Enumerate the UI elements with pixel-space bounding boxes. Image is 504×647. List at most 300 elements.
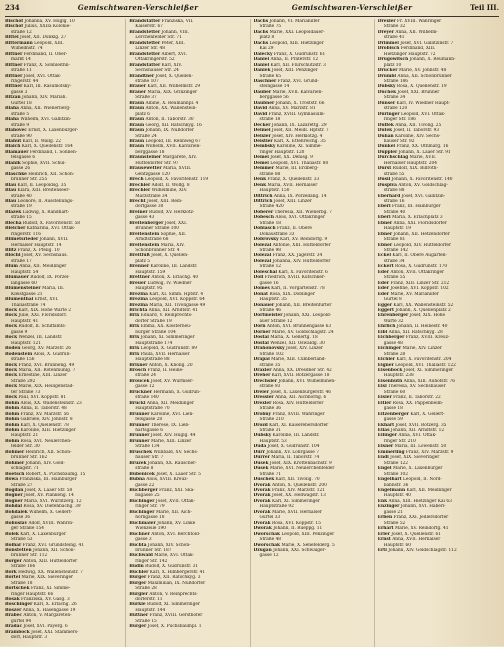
directory-entry: Drexler Rosa, XIV. Hütteldorfer: [253, 400, 324, 406]
directory-entry: Elias Johann, XII. Arndtstr. 12: [377, 427, 445, 433]
directory-entry: gasse 3: [135, 537, 152, 543]
directory-entry: Bohuslav Adolf, XVIII. Währin-: [5, 520, 74, 526]
directory-entry: Brezina Maria, XII. Tivoligasse 49: [129, 302, 206, 308]
directory-entry: David Franz, XVIII. Gymnasium-: [253, 111, 326, 117]
directory-entry: Dvorak Anton, X. Quellenstr. 200: [253, 482, 327, 488]
directory-entry: Straße 186: [383, 78, 409, 84]
directory-entry: Böhm Rosa, XVI. Neulerchen-: [5, 438, 72, 444]
directory-entry: straße 120: [383, 106, 408, 112]
directory-entry: ger Straße 154: [11, 526, 44, 532]
directory-entry: Brandstetter Albert, XVI.: [129, 51, 188, 57]
directory-entry: Bortel Marie, XIX. Sieveringer: [5, 575, 74, 581]
directory-entry: Eisler Franz, II. Taborstr. 22: [377, 395, 441, 401]
directory-entry: Dürr Johann, XV. Löhrgasse 7: [253, 449, 319, 455]
directory-entry: Dworschak Marie, X. Senefelderg. 5: [253, 542, 335, 548]
directory-entry: Straße 122: [383, 460, 409, 466]
directory-entry: Drozd Karl, XI. Kaiserebersdorfer: [253, 422, 329, 428]
directory-entry: Straße 46: [259, 308, 282, 314]
directory-entry: Deixler Josef, XIV. Herklotzg. 4: [253, 133, 323, 139]
directory-entry: Bruschek Willibald, XV. Sechs-: [129, 449, 198, 455]
directory-entry: ter Straße 73: [11, 389, 41, 395]
directory-entry: Ertl Johann, XIV. Goldschlagstr. 112: [377, 547, 457, 553]
directory-entry: Ebner Johann, XII. Hetzendorfer: [377, 231, 450, 237]
directory-entry: Blum Anna, XII. Meidlinger: [5, 264, 67, 270]
directory-entry: Arndtstraße 68: [135, 237, 169, 243]
directory-entry: Dubsky Rosa, X. Quellenstr. 19: [377, 84, 447, 90]
directory-entry: Straße 81: [383, 237, 406, 243]
directory-entry: Ebner Anna, XXI. Floridsdorfer: [377, 220, 447, 226]
directory-entry: Böhm Karl, X. Quellenstr. 78: [5, 422, 69, 428]
directory-entry: ringer Str. 79: [135, 504, 165, 510]
directory-entry: Bittner Josef, XVI. Ottak-: [5, 73, 62, 79]
directory-entry: Bradac Josef, XVI. Payerg. 6: [5, 624, 68, 630]
directory-entry: Eckel Karl, II. Obere Augarten-: [377, 253, 447, 259]
directory-entry: Bogdan Josef, X. Laaer Str. 58: [5, 487, 73, 493]
directory-entry: Brix Leopold, X. Gudrunstr. 89: [129, 346, 197, 352]
directory-entry: ringer Hauptstr. 120: [259, 149, 305, 155]
directory-entry: Eisl Theresia, XV. Sechshauser: [377, 384, 446, 390]
directory-entry: gasse 22: [135, 482, 155, 488]
directory-entry: Drechsler Johann, XVI. Wilhelminen-: [253, 378, 336, 384]
directory-entry: gasse 18: [383, 406, 403, 412]
directory-entry: Bittner Ferdinand, II. Ober-: [5, 51, 68, 57]
directory-entry: Breiner Rudolf, XV. Herklotz-: [129, 209, 195, 215]
directory-entry: Dunkel Franz, XX. Othmarg. 16: [377, 144, 449, 150]
directory-entry: langasse 60: [11, 280, 37, 286]
directory-entry: markt 14: [11, 57, 31, 63]
directory-entry: burger Straße 104: [135, 329, 176, 335]
directory-entry: Böck Paul, XVI. Koppstr. 81: [5, 395, 67, 401]
directory-entry: Straße 210: [259, 417, 284, 423]
directory-entry: Braun Johann, IX. Nußdorfer: [129, 128, 194, 134]
directory-entry: hartsgasse 6: [135, 427, 163, 433]
directory-entry: Erben Franz, XXI. Jedlersdorfer: [377, 515, 449, 521]
directory-entry: Böhm Gabriele, XIV. Johnstr. 8: [5, 417, 73, 423]
directory-entry: Demel Leopold, XVI. Thaliastr. 80: [253, 160, 329, 166]
directory-entry: Brabec Anton, V. Margareten-: [5, 613, 72, 619]
directory-entry: brunner Str. 187: [135, 547, 172, 553]
directory-entry: Blimetsrieder Johann, XVII.: [5, 237, 69, 243]
directory-entry: straße 156: [11, 357, 35, 363]
directory-entry: straße 12: [11, 29, 32, 35]
directory-entry: Dolezal Johanna, XIV. Hütteldorfer: [253, 258, 331, 264]
directory-entry: Brambock Josef, XXI. Stammers-: [5, 629, 79, 635]
directory-entry: Bürgler Anton, V. Reinprechts-: [129, 591, 198, 597]
directory-entry: Bürger Maximilian, IX. Nußdorfer: [129, 580, 206, 586]
directory-entry: Brandtner Josef, X. Quellen-: [129, 73, 193, 79]
directory-entry: Straße 28: [135, 586, 157, 592]
directory-entry: schlagstr. 71: [11, 466, 39, 472]
directory-entry: Bohdalek Wilhelm, X. Gellert-: [5, 509, 73, 515]
directory-entry: Buchinger Marie, XII. Aich-: [129, 509, 192, 515]
directory-entry: Ellinger Anna, XVI. Ottak-: [377, 433, 437, 439]
directory-entry: Dworschak Leopold, XIII. Penzinger: [253, 531, 335, 537]
directory-entry: steingasse 14: [259, 84, 290, 90]
directory-entry: Gürtel 8: [383, 297, 402, 303]
directory-entry: Dvorak Marie, XVII. Hernalser: [253, 509, 322, 515]
directory-entry: Kai 29: [259, 46, 274, 52]
directory-entry: berggasse 56: [259, 95, 289, 101]
directory-entry: Burger Josef, X. Puchsbaumpl. 1: [129, 624, 202, 630]
directory-entry: Elsner Maria, III. Löwenstr. 50: [377, 444, 447, 450]
directory-entry: Straße 142: [383, 248, 409, 254]
directory-entry: Blau Karl, II. Leopoldsg. 35: [5, 182, 67, 188]
directory-entry: Dzugan Johann, XXI. Schwaiger-: [253, 547, 327, 553]
directory-entry: Eisenhuth Anna, XIII. Auhofstr. 76: [377, 378, 456, 384]
directory-entry: Blazek Ludwig, X. Randhart-: [5, 209, 70, 215]
directory-entry: straße 55: [383, 171, 405, 177]
directory-entry: Dreher Karl, XVII. Rötzergasse 18: [253, 373, 330, 379]
directory-entry: Deimel Josef, XII. Meidl. Hptstr. 7: [253, 128, 329, 134]
directory-entry: Hernalser Hauptstr. 204: [383, 160, 437, 166]
directory-entry: Dvorak Rosa, XVI. Koppstr. 15: [253, 520, 321, 526]
directory-entry: Engelmann Karl, XII. Meidlinger: [377, 487, 452, 493]
directory-entry: Hauptstr. 144: [135, 607, 166, 613]
directory-entry: Dvorak Franz, XIV. Märzstr. 121: [253, 487, 325, 493]
directory-entry: Gentzgasse 120: [135, 171, 170, 177]
directory-entry: Bürkle Rudolf, XI. Simmeringer: [129, 602, 200, 608]
directory-entry: straße 35: [259, 362, 281, 368]
directory-entry: Bittel Josef, XII. Dunklg. 27: [5, 35, 67, 41]
directory-entry: dorfer Straße 19: [135, 318, 172, 324]
directory-entry: Engelhart Leopold, II. Nord-: [377, 477, 442, 483]
directory-entry: Böwa Franziska, III. Hainburger: [5, 477, 77, 483]
directory-column: [254, 19, 375, 647]
directory-entry: gasse 16: [259, 280, 279, 286]
directory-entry: straße 90: [11, 133, 32, 139]
directory-entry: Braun Anton, XX. Wallenstein-: [129, 106, 197, 112]
directory-entry: ringer Str. 186: [383, 117, 416, 123]
directory-entry: Bürger Franz, XII. Ratschkyg. 3: [129, 575, 201, 581]
directory-entry: Straße 55: [383, 275, 406, 281]
directory-entry: Brandstetter Johann, VIII.: [129, 29, 190, 35]
directory-entry: Thaliastraße 74: [11, 302, 46, 308]
directory-entry: Dünser Karl, IV. Wiedner Haupt-: [377, 100, 450, 106]
directory-entry: straße 93: [259, 384, 281, 390]
directory-entry: Blumensteiner Maria, III.: [5, 286, 65, 292]
directory-entry: Drumbl Anna, XII. Schönbrunner: [377, 73, 452, 79]
directory-entry: Dvorak Josef, XX. Hellwagstr. 13: [253, 493, 326, 499]
directory-entry: Brix Johann, XI. Simmeringer: [129, 335, 195, 341]
directory-entry: hauser Str. 7: [135, 455, 164, 461]
directory-entry: Linzer Str. 48: [135, 46, 165, 52]
directory-column: [378, 19, 499, 647]
directory-entry: Hauptstraße 92: [259, 504, 294, 510]
directory-entry: Hauptstraße 70: [135, 406, 170, 412]
directory-entry: Dressler Anna, XII. Aichhorng. 6: [253, 395, 327, 401]
directory-entry: straße 107: [135, 78, 159, 84]
directory-entry: Eitler Rosa, XX. Pappenheim-: [377, 400, 444, 406]
directory-entry: Bonstetten Johann, XII. Schön-: [5, 547, 75, 553]
directory-entry: Drexler Fr. XVIII. Währinger: [377, 19, 442, 24]
directory-entry: Enk Anna, XIII. Hietzinger Kai 63: [377, 498, 452, 504]
directory-entry: Buchinger Josef, XVII. Ottak-: [129, 498, 195, 504]
directory-entry: Eder Josefine, XVI. Koppstr. 102: [377, 286, 449, 292]
directory-entry: Bittner Karl, III. Rasumofsky-: [5, 84, 72, 90]
directory-entry: hauser Str. 92: [383, 138, 415, 144]
directory-entry: Eitzenberger Karl, X. Gellert-: [377, 411, 445, 417]
directory-entry: Drimmel Josef, XVI. Gallitzinstr. 7: [377, 40, 454, 46]
directory-entry: Dorner Marie, XV. Goldschlagstr. 24: [253, 329, 334, 335]
directory-entry: Drobny Franz, XVIII. Währinger: [253, 411, 325, 417]
directory-entry: Sechshauser Str. 24: [135, 68, 179, 74]
directory-entry: Drobisch Ferdinand, XIII.: [377, 46, 436, 52]
directory-entry: Hauptstr. 238: [383, 373, 414, 379]
directory-entry: Dittrich Josef, XIII. Linzer: [253, 198, 312, 204]
directory-entry: Braun Leopold, III. Rennweg 67: [129, 138, 201, 144]
directory-entry: Böck Marie, XIX. Heiligenstäd-: [5, 384, 74, 390]
directory-entry: Bogner Josef, XV. Plankeng. 14: [5, 493, 74, 499]
directory-entry: Brezina Leopold, XVI. Koppstr. 64: [129, 297, 205, 303]
directory-entry: Boszer Anna, X. Hasengasse 19: [5, 607, 76, 613]
directory-entry: Dusil Johann, X. Favoritenstr. 140: [377, 177, 453, 183]
directory-entry: Brech Leopold, X. Favoritenstr. 119: [129, 177, 209, 183]
directory-entry: Blecha Rudolf, X. Favoritenstr. 58: [5, 220, 81, 226]
directory-entry: Ekhart Josef, XVII. Rötzerg. 35: [377, 422, 447, 428]
directory-entry: Hauptstr. 21: [11, 433, 39, 439]
directory-entry: Dusek Josef, XIX. Krottenbachstr. 9: [253, 460, 332, 466]
directory-entry: Blumauer Rudolf, IX. Porzel-: [5, 275, 70, 281]
directory-entry: Blau Klara, XIII. Breitenseer-: [5, 188, 70, 194]
directory-entry: gasse 36: [11, 515, 31, 521]
directory-entry: straße 24: [135, 373, 157, 379]
directory-entry: Hütteldorfer Str. 97: [135, 160, 179, 166]
directory-entry: Domes Karl, II. Vorgartenstr. 78: [253, 286, 325, 292]
directory-entry: Boschinger Karl, X. Erlachg. 26: [5, 602, 77, 608]
directory-entry: Straße 52: [383, 520, 406, 526]
directory-entry: Straße 75: [259, 24, 282, 30]
directory-entry: Böhmer Heinrich, XII. Schön-: [5, 449, 72, 455]
directory-entry: Dembsky Karoline, XI. Simme-: [253, 144, 322, 150]
directory-entry: Braunsteiner Margarete, XIV.: [129, 155, 197, 161]
directory-entry: Straße 34: [383, 95, 406, 101]
directory-entry: Böck Franz, XVI. Brunneng. 49: [5, 362, 75, 368]
directory-entry: Bittermann Leopold, XIII.: [5, 40, 64, 46]
directory-entry: Ernst Anna, XVII. Hernalser: [377, 537, 441, 543]
directory-entry: Brunner Therese, IX. Lieb-: [129, 422, 190, 428]
directory-entry: Bortschek Franz, XI. Simme-: [5, 586, 71, 592]
directory-entry: Bubna Alois, XVIII. Kreuz-: [129, 477, 188, 483]
directory-entry: Brezina Karl, XI. Simm. Hptstr. 4: [129, 291, 204, 297]
directory-entry: Buchta Johann, XIV. Schön-: [129, 542, 191, 548]
directory-entry: Warte 32: [383, 318, 404, 324]
directory-entry: Straße 53: [11, 537, 33, 543]
directory-entry: Deistler Karl, X. Ettenreichg. 35: [253, 138, 326, 144]
directory-entry: Dolezal Antonie, XIII. Hütteldorfer: [253, 242, 331, 248]
directory-entry: Brichta Anna, XII. Arndtstr. 41: [129, 308, 198, 314]
directory-entry: Denk Franz, X. Quellenstr. 33: [253, 177, 320, 183]
directory-entry: Bittner Franz, X. Sonnleithn-: [5, 62, 70, 68]
directory-entry: Bohdal Rosa, XV. Diefenbachg. 39: [5, 504, 81, 510]
directory-entry: Eichinger Marie, XIV. Linzer: [377, 346, 442, 352]
directory-entry: bahnstr. 36: [383, 482, 409, 488]
directory-entry: Duda Josef, X. Gudrunstr. 104: [253, 444, 320, 450]
directory-entry: Straße 18: [11, 580, 33, 586]
directory-entry: Straße 12: [259, 264, 282, 270]
directory-entry: David Anna, XV. Märzstr. 81: [253, 106, 316, 112]
directory-entry: Hauptstr. 159: [135, 269, 166, 275]
directory-entry: gasse 26: [11, 166, 31, 172]
directory-entry: Bosak Franziska, XV. Gasg. 3: [5, 597, 70, 603]
directory-entry: gasse 9: [11, 329, 28, 335]
directory-entry: Bubenicek Josef, X. Laaer Str. 5: [129, 471, 201, 477]
directory-entry: Ehrlich Johann, II. Heinestr. 40: [377, 324, 448, 330]
directory-columns: [5, 19, 499, 647]
directory-entry: Straße 102: [259, 351, 284, 357]
directory-entry: Straße 27: [11, 482, 33, 488]
running-title: [31, 3, 459, 12]
directory-entry: Duspiva Anton, XV. Goldschlag-: [377, 182, 448, 188]
directory-entry: Brünner Straße 100: [135, 226, 179, 232]
directory-entry: Donauer Johann, XII. Breitenfurter: [253, 302, 332, 308]
directory-entry: Hauptstr. 41: [11, 318, 39, 324]
directory-entry: Eder Marie, XV. Mariahilfer: [377, 291, 439, 297]
directory-entry: Dusek Marie, XVI. Neulerchenfelder: [253, 466, 335, 472]
directory-entry: Wilhelmstr. 74: [11, 46, 43, 52]
directory-entry: Eigner Leopold, XVI. Thaliastr. 122: [377, 362, 456, 368]
directory-entry: Böhm Anna, II. Taborstr. 48: [5, 406, 67, 412]
directory-entry: Eggert Johann, X. Quellenplatz 2: [377, 308, 451, 314]
directory-entry: straße 18: [259, 117, 281, 123]
directory-entry: Donat Rosa, XIX. Döblinger: [253, 291, 315, 297]
directory-entry: Bock Karl, XIX. Hohe Warte 2: [5, 308, 71, 314]
directory-column: [5, 19, 126, 647]
directory-entry: Brechler Wilhelmine, XIV.: [129, 188, 188, 194]
directory-entry: Brix Paula, XVII. Hernalser: [129, 351, 190, 357]
directory-entry: Straße 102: [383, 471, 409, 477]
directory-entry: straße 19: [11, 204, 32, 210]
directory-entry: Bolek Karl, X. Laxenburger: [5, 531, 67, 537]
directory-entry: Doll Friedrich, XVIII. Kutschker-: [253, 275, 326, 281]
directory-entry: Blahut Karl, II. Wallg. 22: [5, 138, 62, 144]
directory-entry: Bitzan Johann, XIV. Mariah.: [5, 95, 67, 101]
directory-entry: Eisenbock Josef, XI. Simmeringer: [377, 368, 454, 373]
directory-entry: Straße 71: [259, 471, 282, 477]
directory-entry: straße 17: [11, 258, 32, 264]
directory-entry: Brausewetter Maria, XVIII.: [129, 166, 192, 172]
directory-entry: straße 9: [11, 122, 30, 128]
directory-entry: brunner Str. 162: [11, 455, 48, 461]
directory-entry: Doleschal Karl, X. Favoritenstr. 6: [253, 269, 328, 275]
directory-entry: gasse 12: [259, 553, 279, 559]
directory-entry: auer Straße 12: [259, 318, 293, 324]
directory-entry: Dürrer Maria, II. Taborstr. 74: [253, 455, 320, 461]
directory-entry: Enzinger Johann, XVI. Haberl-: [377, 504, 446, 510]
directory-entry: Demmer Marie, III. Erdberg-: [253, 166, 319, 172]
directory-entry: felder Str. 30: [11, 444, 40, 450]
directory-entry: Böhm Alois, XX. Wallensteinstr. 23: [5, 400, 82, 406]
directory-entry: straße 5: [11, 111, 30, 117]
directory-entry: Hauptstr. 60: [383, 542, 412, 548]
directory-entry: platz 10: [383, 62, 402, 68]
directory-entry: Bock Wenzel, III. Landstr.: [5, 335, 63, 341]
directory-entry: Büttner Franz, XVIII. Gersthofer: [129, 613, 203, 619]
directory-entry: Straße 18: [259, 220, 282, 226]
directory-entry: platz 8: [259, 35, 275, 41]
directory-entry: Brückner Hermann, X. Gudrun-: [129, 389, 201, 395]
directory-entry: Hauptstraße 88: [135, 357, 170, 363]
directory-entry: dorfgasse 30: [135, 204, 164, 210]
directory-entry: Hietzinger Hauptstr. 72: [383, 51, 436, 57]
directory-entry: Durchschlag Marie, XVII.: [377, 155, 437, 161]
directory-entry: Straße 134: [135, 444, 160, 450]
directory-entry: Bock Julie, XXI. Floridsdorf.: [5, 313, 68, 319]
directory-entry: Dauber Marie, XVII. Kalvarien-: [253, 89, 323, 95]
directory-entry: Drucker Marie, XV. Johnstr. 48: [377, 68, 447, 74]
directory-entry: Eichler Karl, X. Favoritenstr. 204: [377, 357, 452, 363]
directory-entry: brunner Str. 112: [11, 553, 48, 559]
directory-entry: Straße 40: [383, 209, 406, 215]
directory-entry: Demel Josef, XX. Denisg. 9: [253, 155, 313, 161]
directory-entry: Brechler Adolf, II. Wolfg. 8: [129, 182, 190, 188]
directory-entry: Breitenstein Sophie, XII.: [129, 231, 187, 237]
directory-entry: Blaich Karl, X. Quellenstr. 164: [5, 144, 73, 150]
directory-entry: Doberer Theresia, XII. Wienerbg. 7: [253, 209, 332, 215]
directory-entry: gürtel 94: [11, 618, 32, 624]
directory-entry: Eberl Maria, X. Erlachplatz 3: [377, 215, 443, 221]
directory-entry: Bock Rudolf, II. Schiffamts-: [5, 324, 67, 330]
directory-entry: Brix Eduard, V. Reinprechts-: [129, 313, 193, 319]
directory-entry: straße 140: [135, 395, 159, 401]
directory-entry: Durst Rudolf, XIX. Billroth-: [377, 166, 438, 172]
directory-entry: Borger Anton, XIII. Hütteldorfer: [5, 558, 78, 564]
directory-entry: Egger Karl, XX. Wallensteinstr. 52: [377, 302, 454, 308]
directory-entry: Böck Ernestine, XIII. Linzer: [5, 373, 68, 379]
directory-entry: Daubner Johann, X. Troststr. 66: [253, 100, 325, 106]
directory-entry: Brückl Anna, XII. Meidlinger: [129, 400, 194, 406]
directory-entry: Broucek Josef, XV. Wurmser-: [129, 378, 194, 384]
directory-entry: Dostal Maria, X. Gellertg. 18: [253, 335, 318, 341]
directory-entry: Duhan Karoline, XIV. Sechs-: [377, 133, 441, 139]
directory-entry: Bodenstein Alois, X. Gudrun-: [5, 351, 71, 357]
directory-entry: Straße 36: [259, 406, 282, 412]
directory-entry: Eberhard Josef, XVI. Gallitzin-: [377, 193, 446, 199]
directory-entry: felsgasse 28: [135, 417, 163, 423]
directory-entry: Brandstätter Karl, XIV.: [129, 62, 182, 68]
directory-entry: Drahonovsky Josef, XIV. Linzer: [253, 346, 323, 352]
directory-entry: platz 5: [135, 258, 151, 264]
directory-entry: Brunner Marie, XIII. Linzer: [129, 438, 192, 444]
directory-entry: straße 88: [383, 188, 405, 194]
directory-entry: Kaiserstr. 67: [135, 24, 163, 30]
directory-entry: Brandstätter Franziska, VII.: [129, 19, 194, 24]
directory-entry: Daniel Anna, II. Praterstr. 12: [253, 57, 319, 63]
directory-entry: brunner Str. 255: [11, 177, 48, 183]
running-title-left: Gemischtwaren-Verschleißer: [77, 3, 199, 12]
directory-entry: Blöchl Josef, XV. Sechshaus.: [5, 253, 68, 259]
directory-entry: Straße 65: [259, 73, 282, 79]
directory-entry: Ebner Leopold, XIV. Hütteldorfer: [377, 242, 452, 248]
directory-entry: Drugowitsch Johann, X. Reumann-: [377, 57, 456, 63]
directory-entry: Blamauer Ferdinand, I. Sonnen-: [5, 149, 78, 155]
directory-entry: Brauer Maria, XIX. Grinzinger: [129, 89, 198, 95]
directory-entry: bagasse 25: [135, 493, 160, 499]
directory-entry: Straße 48: [259, 537, 282, 543]
directory-entry: Brecht Josef, XIII. Rein-: [129, 198, 183, 204]
directory-entry: straße 88: [259, 171, 281, 177]
directory-entry: Breitenstein Maria, XIV.: [129, 242, 185, 248]
directory-entry: Böhm Karoline, XIII. Hietzinger: [5, 427, 76, 433]
directory-entry: Brunner Karoline, XVI. Lien-: [129, 411, 194, 417]
directory-entry: Hauptstraße 174: [135, 340, 173, 346]
directory-entry: Brettner Anton, X. Erlachg. 40: [129, 275, 199, 281]
directory-entry: gasse 48: [383, 340, 403, 346]
directory-entry: Straße 37: [135, 95, 157, 101]
directory-entry: Böhmer Johann, XIV. Gold-: [5, 460, 65, 466]
directory-entry: straße 16: [383, 198, 405, 204]
directory-entry: Dreier Josef, X. Laxenburgerstr. 46: [253, 389, 332, 395]
directory-entry: gasse 43: [135, 215, 155, 221]
